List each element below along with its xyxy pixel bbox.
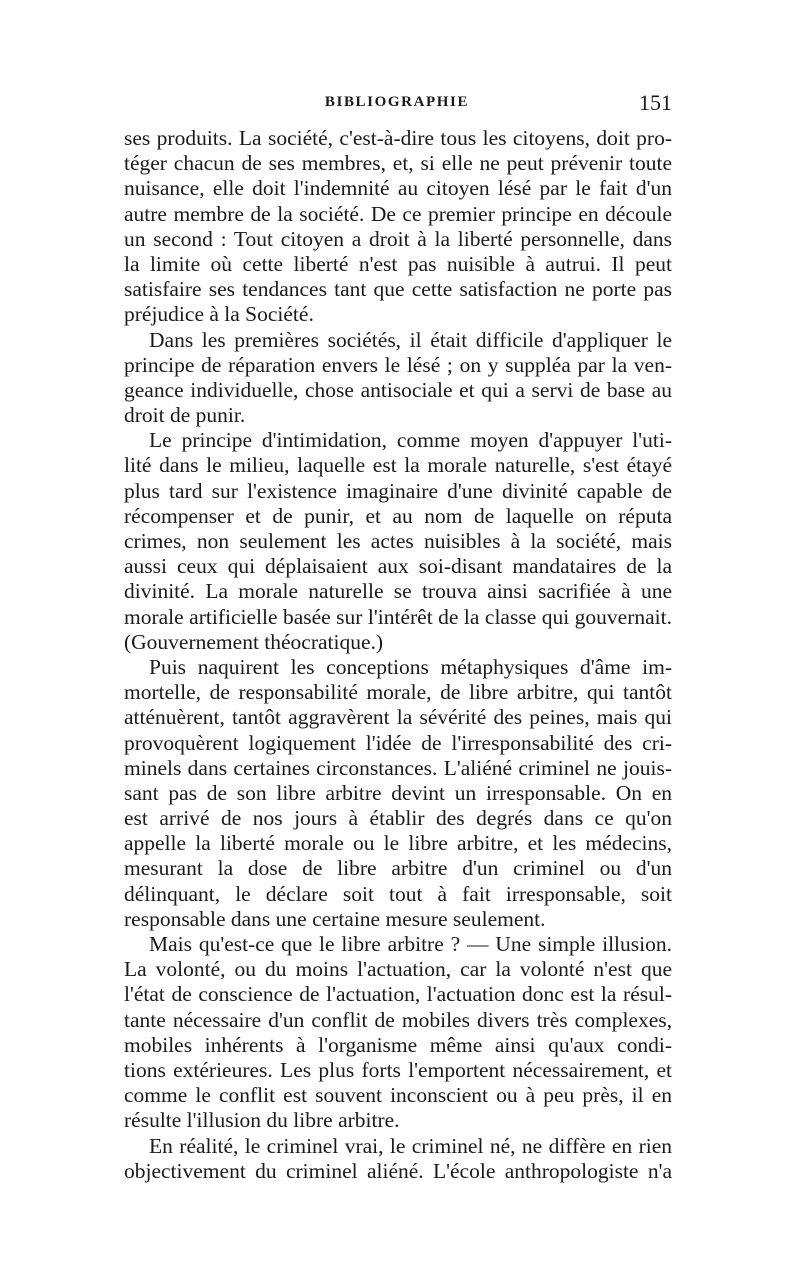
paragraph bbox=[124, 428, 672, 655]
text-line: téger chacun de ses membres, et, si elle ne peut prévenir toute bbox=[124, 151, 672, 176]
text-line: La volonté, ou du moins l'actuation, car la volonté n'est que bbox=[124, 957, 672, 982]
text-line: résulte l'illusion du libre arbitre. bbox=[124, 1108, 400, 1133]
text-line: mesurant la dose de libre arbitre d'un criminel ou d'un bbox=[124, 856, 672, 881]
text-line: comme le conflit est souvent inconscient ou à peu près, il en bbox=[124, 1083, 672, 1108]
text-line: mortelle, de responsabilité morale, de libre arbitre, qui tantôt bbox=[124, 680, 672, 705]
text-line: un second : Tout citoyen a droit à la liberté personnelle, dans bbox=[124, 226, 672, 251]
text-line: lité dans le milieu, laquelle est la morale naturelle, s'est étayé bbox=[124, 453, 672, 478]
paragraph bbox=[124, 126, 672, 328]
body-text bbox=[124, 126, 672, 1184]
text-line: préjudice à la Société. bbox=[124, 302, 314, 327]
text-line: En réalité, le criminel vrai, le criminel né, ne diffère en rien bbox=[149, 1133, 672, 1158]
text-line: aussi ceux qui déplaisaient aux soi-disant mandataires de la bbox=[124, 554, 672, 579]
text-line: Puis naquirent les conceptions métaphysiques d'âme im- bbox=[149, 654, 672, 679]
text-line: (Gouvernement théocratique.) bbox=[124, 629, 384, 654]
text-line: tante nécessaire d'un conflit de mobiles divers très complexes, bbox=[124, 1007, 672, 1032]
text-line: droit de punir. bbox=[124, 403, 246, 428]
text-line: geance individuelle, chose antisociale et qui a servi de base au bbox=[124, 377, 672, 402]
text-line: morale artificielle basée sur l'intérêt de la classe qui gouvernait. bbox=[124, 604, 672, 629]
text-line: principe de réparation envers le lésé ; on y suppléa par la ven- bbox=[124, 352, 672, 377]
text-line: récompenser et de punir, et au nom de laquelle on réputa bbox=[124, 503, 672, 528]
text-line: crimes, non seulement les actes nuisibles à la société, mais bbox=[124, 529, 672, 553]
text-line: plus tard sur l'existence imaginaire d'une divinité capable de bbox=[124, 478, 672, 503]
text-line: Mais qu'est-ce que le libre arbitre ? — Une simple illusion. bbox=[149, 932, 672, 956]
text-line: nuisance, elle doit l'indemnité au citoyen lésé par le fait d'un bbox=[124, 176, 672, 201]
paragraph bbox=[124, 932, 672, 1134]
running-head: BIBLIOGRAPHIE bbox=[324, 94, 470, 110]
text-line: Le principe d'intimidation, comme moyen d'appuyer l'uti- bbox=[149, 428, 672, 453]
text-line: provoquèrent logiquement l'idée de l'irresponsabilité des cri- bbox=[124, 730, 672, 755]
text-line: l'état de conscience de l'actuation, l'actuation donc est la résul- bbox=[124, 982, 672, 1007]
text-line: divinité. La morale naturelle se trouva ainsi sacrifiée à une bbox=[124, 579, 672, 604]
text-line: satisfaire ses tendances tant que cette satisfaction ne porte pas bbox=[124, 277, 672, 302]
text-line: autre membre de la société. De ce premier principe en découle bbox=[124, 201, 672, 226]
paragraph bbox=[124, 655, 672, 932]
text-line: Dans les premières sociétés, il était difficile d'appliquer le bbox=[149, 327, 672, 352]
text-line: mobiles inhérents à l'organisme même ainsi qu'aux condi- bbox=[124, 1032, 672, 1057]
text-line: sant pas de son libre arbitre devint un irresponsable. On en bbox=[124, 780, 672, 805]
page-header bbox=[122, 90, 672, 120]
text-line: ses produits. La société, c'est-à-dire tous les citoyens, doit pro- bbox=[124, 126, 672, 150]
paragraph bbox=[124, 1134, 672, 1184]
page-number: 151 bbox=[639, 90, 672, 115]
text-line: appelle la liberté morale ou le libre arbitre, et les médecins, bbox=[124, 831, 672, 856]
paragraph bbox=[124, 328, 672, 429]
text-line: minels dans certaines circonstances. L'aliéné criminel ne jouis- bbox=[124, 755, 672, 780]
text-line: est arrivé de nos jours à établir des degrés dans ce qu'on bbox=[124, 806, 672, 831]
text-line: la limite où cette liberté n'est pas nuisible à autrui. Il peut bbox=[124, 251, 672, 276]
text-line: délinquant, le déclare soit tout à fait irresponsable, soit bbox=[124, 881, 672, 906]
text-line: objectivement du criminel aliéné. L'école anthropologiste n'a bbox=[124, 1158, 672, 1183]
text-line: tions extérieures. Les plus forts l'emportent nécessairement, et bbox=[124, 1057, 672, 1082]
text-line: atténuèrent, tantôt aggravèrent la sévérité des peines, mais qui bbox=[124, 705, 672, 730]
text-line: responsable dans une certaine mesure seulement. bbox=[124, 906, 546, 931]
